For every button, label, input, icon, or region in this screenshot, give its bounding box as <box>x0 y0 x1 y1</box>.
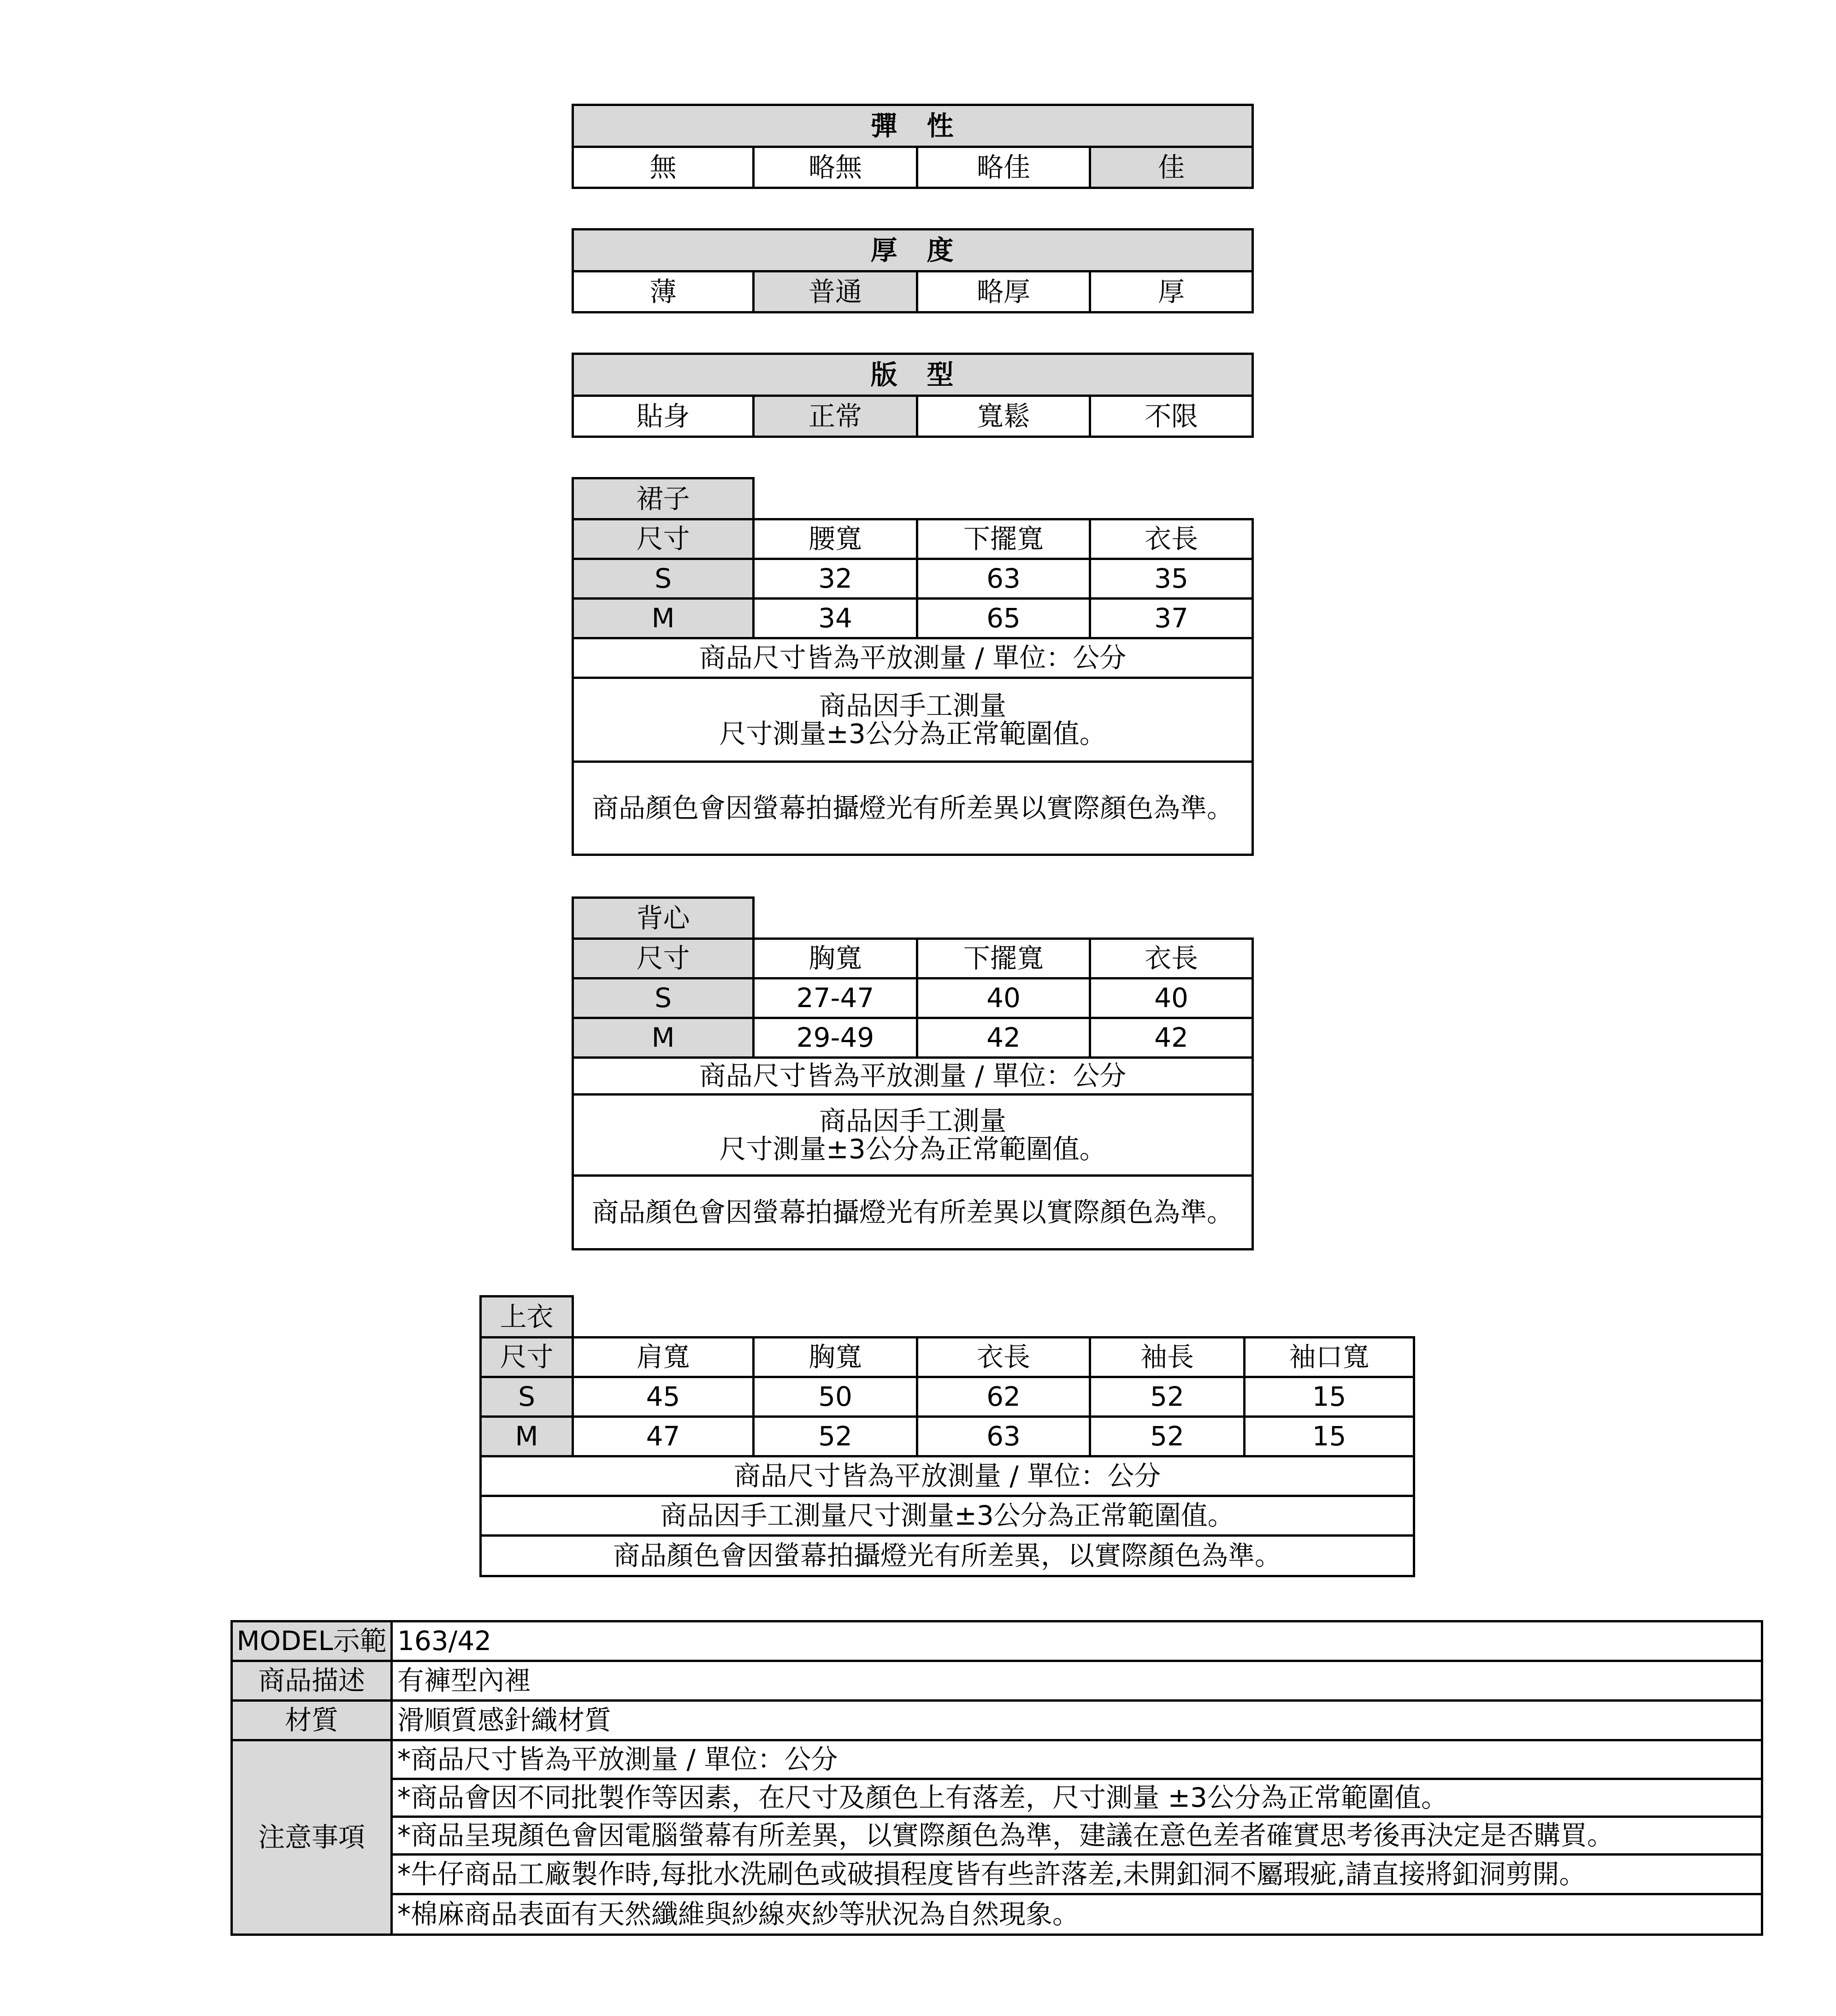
skirt-row-s-waist: 32 <box>754 559 917 599</box>
vest-row-m-length: 42 <box>1090 1018 1253 1058</box>
description-label: 商品描述 <box>232 1661 392 1701</box>
skirt-note-tolerance <box>573 678 1253 762</box>
skirt-row-m-length: 37 <box>1090 599 1253 638</box>
note-line-4: *牛仔商品工廠製作時,每批水洗刷色或破損程度皆有些許落差,未開釦洞不屬瑕疵,請直接將釦洞剪開。 <box>392 1855 1762 1894</box>
top-row-m-length: 63 <box>917 1417 1090 1456</box>
top-size-table <box>479 1295 1415 1577</box>
model-label: MODEL示範 <box>232 1621 392 1661</box>
fit-table <box>572 353 1254 438</box>
thickness-option-normal-selected: 普通 <box>754 271 917 312</box>
top-row-s-length: 62 <box>917 1377 1090 1417</box>
vest-row-m-chest: 29-49 <box>754 1018 917 1058</box>
material-value: 滑順質感針織材質 <box>392 1701 1762 1740</box>
top-header-shoulder: 肩寬 <box>573 1338 754 1377</box>
skirt-note-tolerance-line2: 尺寸測量±3公分為正常範圍值。 <box>719 718 1106 749</box>
skirt-label: 裙子 <box>573 478 754 519</box>
skirt-note-color: 商品顏色會因螢幕拍攝燈光有所差異以實際顏色為準。 <box>573 762 1253 855</box>
skirt-header-size: 尺寸 <box>573 519 754 559</box>
fit-option-tight: 貼身 <box>573 396 754 437</box>
vest-header-hem: 下擺寬 <box>917 939 1090 979</box>
skirt-size-table <box>572 477 1254 856</box>
fit-option-loose: 寬鬆 <box>917 396 1090 437</box>
elasticity-option-slightly-good: 略佳 <box>917 147 1090 188</box>
top-row-m-shoulder: 47 <box>573 1417 754 1456</box>
skirt-row-m-waist: 34 <box>754 599 917 638</box>
top-header-size: 尺寸 <box>481 1338 573 1377</box>
skirt-row-s-size: S <box>573 559 754 599</box>
skirt-header-waist: 腰寬 <box>754 519 917 559</box>
skirt-note-measure: 商品尺寸皆為平放測量 / 單位：公分 <box>573 638 1253 678</box>
skirt-header-length: 衣長 <box>1090 519 1253 559</box>
skirt-note-tolerance-line1: 商品因手工測量 <box>819 690 1007 721</box>
elasticity-table <box>572 104 1254 189</box>
product-info-table <box>230 1620 1763 1936</box>
note-line-2: *商品會因不同批製作等因素，在尺寸及顏色上有落差，尺寸測量 ±3公分為正常範圍值。 <box>392 1779 1762 1817</box>
top-row-s-sleeve: 52 <box>1090 1377 1245 1417</box>
thickness-table <box>572 228 1254 313</box>
elasticity-option-none: 無 <box>573 147 754 188</box>
top-row-m-chest: 52 <box>754 1417 917 1456</box>
note-line-5: *棉麻商品表面有天然纖維與紗線夾紗等狀況為自然現象。 <box>392 1894 1762 1935</box>
skirt-row-s-length: 35 <box>1090 559 1253 599</box>
top-note-color: 商品顏色會因螢幕拍攝燈光有所差異，以實際顏色為準。 <box>481 1536 1414 1576</box>
thickness-option-thin: 薄 <box>573 271 754 312</box>
skirt-header-hem: 下擺寬 <box>917 519 1090 559</box>
vest-note-tolerance <box>573 1095 1253 1176</box>
vest-size-table <box>572 896 1254 1250</box>
elasticity-option-good-selected: 佳 <box>1090 147 1253 188</box>
elasticity-option-slightly-none: 略無 <box>754 147 917 188</box>
skirt-row-m-size: M <box>573 599 754 638</box>
vest-note-tolerance-line1: 商品因手工測量 <box>819 1105 1007 1137</box>
skirt-row-s-hem: 63 <box>917 559 1090 599</box>
vest-row-s-chest: 27-47 <box>754 979 917 1018</box>
top-row-m-size: M <box>481 1417 573 1456</box>
top-row-s-size: S <box>481 1377 573 1417</box>
model-value: 163/42 <box>392 1621 1762 1661</box>
vest-label: 背心 <box>573 898 754 939</box>
top-row-s-chest: 50 <box>754 1377 917 1417</box>
top-header-sleeve: 袖長 <box>1090 1338 1245 1377</box>
fit-option-normal-selected: 正常 <box>754 396 917 437</box>
top-note-measure: 商品尺寸皆為平放測量 / 單位：公分 <box>481 1456 1414 1496</box>
top-row-m-sleeve: 52 <box>1090 1417 1245 1456</box>
vest-row-s-hem: 40 <box>917 979 1090 1018</box>
material-label: 材質 <box>232 1701 392 1740</box>
vest-note-tolerance-line2: 尺寸測量±3公分為正常範圍值。 <box>719 1133 1106 1165</box>
top-row-m-cuff: 15 <box>1245 1417 1414 1456</box>
skirt-row-m-hem: 65 <box>917 599 1090 638</box>
vest-row-s-length: 40 <box>1090 979 1253 1018</box>
note-line-3: *商品呈現顏色會因電腦螢幕有所差異，以實際顏色為準，建議在意色差者確實思考後再決定是否購買。 <box>392 1817 1762 1855</box>
top-header-length: 衣長 <box>917 1338 1090 1377</box>
thickness-option-thick: 厚 <box>1090 271 1253 312</box>
top-note-tolerance: 商品因手工測量尺寸測量±3公分為正常範圍值。 <box>481 1496 1414 1536</box>
vest-header-chest: 胸寬 <box>754 939 917 979</box>
vest-header-length: 衣長 <box>1090 939 1253 979</box>
thickness-option-slightly-thick: 略厚 <box>917 271 1090 312</box>
top-header-chest: 胸寬 <box>754 1338 917 1377</box>
top-header-cuff: 袖口寬 <box>1245 1338 1414 1377</box>
top-row-s-shoulder: 45 <box>573 1377 754 1417</box>
top-label: 上衣 <box>481 1297 573 1338</box>
vest-row-m-size: M <box>573 1018 754 1058</box>
vest-note-measure: 商品尺寸皆為平放測量 / 單位：公分 <box>573 1058 1253 1095</box>
fit-option-any: 不限 <box>1090 396 1253 437</box>
vest-note-color: 商品顏色會因螢幕拍攝燈光有所差異以實際顏色為準。 <box>573 1176 1253 1250</box>
top-row-s-cuff: 15 <box>1245 1377 1414 1417</box>
notes-label: 注意事項 <box>232 1740 392 1935</box>
vest-row-m-hem: 42 <box>917 1018 1090 1058</box>
elasticity-title: 彈 性 <box>573 105 1253 147</box>
vest-header-size: 尺寸 <box>573 939 754 979</box>
vest-row-s-size: S <box>573 979 754 1018</box>
fit-title: 版 型 <box>573 354 1253 396</box>
description-value: 有褲型內裡 <box>392 1661 1762 1701</box>
note-line-1: *商品尺寸皆為平放測量 / 單位：公分 <box>392 1740 1762 1779</box>
thickness-title: 厚 度 <box>573 230 1253 271</box>
